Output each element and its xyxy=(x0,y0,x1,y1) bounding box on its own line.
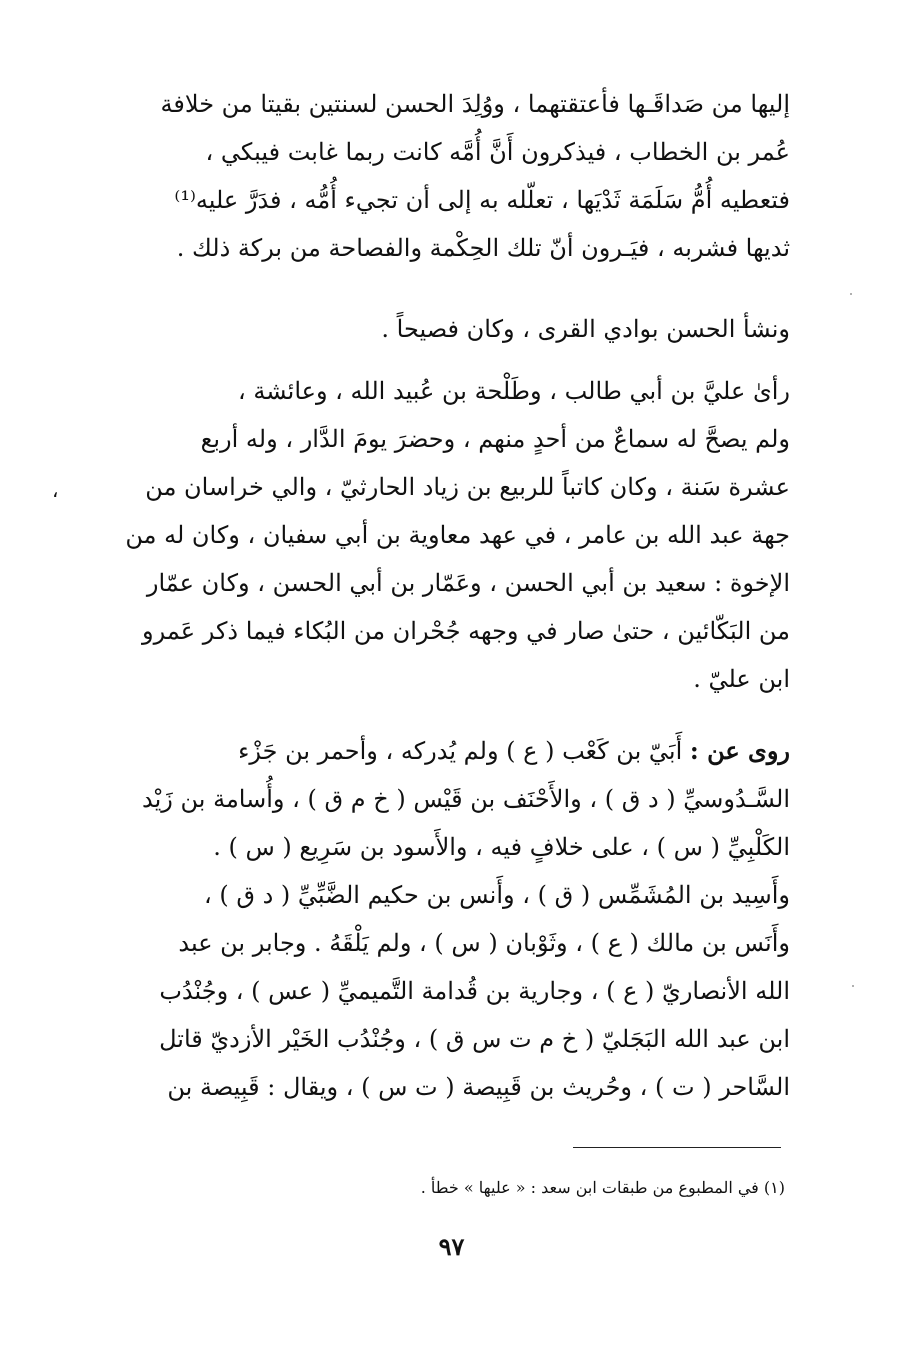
text-line xyxy=(100,727,790,775)
narrated-from-heading: روى عن : xyxy=(689,736,790,765)
margin-mark: ، xyxy=(52,478,59,502)
text-line: وأَسِيد بن المُشَمِّس ( ق ) ، وأَنس بن حكيم الضَّبِّيِّ ( د ق ) ، xyxy=(203,881,790,909)
text-line: عُمر بن الخطاب ، فيذكرون أَنَّ أُمَّه كانت ربما غابت فيبكي ، xyxy=(205,138,790,166)
paragraph-upbringing xyxy=(100,305,790,353)
scan-speck xyxy=(852,985,854,987)
text-line: ونشأ الحسن بوادي القرى ، وكان فصيحاً . xyxy=(381,315,790,343)
footnote: (١) في المطبوع من طبقات ابن سعد : « عليها » خطأ . xyxy=(420,1178,785,1197)
text-line: فتعطيه أُمُّ سَلَمَة ثَدْيَها ، تعلّله به إلى أن تجيء أُمُّه ، فدَرَّ عليه⁽¹⁾ xyxy=(174,186,790,214)
text-line: وأَنَس بن مالك ( ع ) ، وثَوْبان ( س ) ، ولم يَلْقَهُ . وجابر بن عبد xyxy=(178,929,790,957)
text-segment: أَبَيّ بن كَعْب ( ع ) ولم يُدركه ، وأحمر بن جَزْء xyxy=(238,737,690,765)
text-line: ابن عليّ . xyxy=(693,665,790,693)
text-line: ولم يصحَّ له سماعٌ من أحدٍ منهم ، وحضرَ يومَ الدَّار ، وله أربع xyxy=(200,425,790,453)
text-line: ابن عبد الله البَجَليّ ( خ م ت س ق ) ، وجُنْدُب الخَيْر الأزديّ قاتل xyxy=(159,1025,790,1053)
text-line: عشرة سَنة ، وكان كاتباً للربيع بن زياد الحارثيّ ، والي خراسان من xyxy=(145,473,790,501)
scan-speck xyxy=(850,293,852,295)
text-line: ثديها فشربه ، فيَـرون أنّ تلك الحِكْمة والفصاحة من بركة ذلك . xyxy=(176,234,790,262)
paragraph-biography xyxy=(100,367,790,703)
text-line: السَّاحر ( ت ) ، وحُريث بن قَبِيصة ( ت س ) ، ويقال : قَبِيصة بن xyxy=(167,1073,790,1101)
paragraph-birth xyxy=(100,80,790,272)
footnote-divider xyxy=(573,1147,781,1148)
text-line: رأىٰ عليَّ بن أبي طالب ، وطَلْحة بن عُبيد الله ، وعائشة ، xyxy=(237,377,790,405)
paragraph-narrated-from xyxy=(100,727,790,1111)
text-line: جهة عبد الله بن عامر ، في عهد معاوية بن أبي سفيان ، وكان له من xyxy=(125,521,790,549)
page-number: ٩٧ xyxy=(438,1232,465,1261)
text-line: إليها من صَداقَـها فأعتقتهما ، ووُلِدَ الحسن لسنتين بقيتا من خلافة xyxy=(160,90,790,118)
text-line: من البَكّائين ، حتىٰ صار في وجهه جُحْران من البُكاء فيما ذكر عَمرو xyxy=(142,617,790,645)
text-line: الكَلْبِيِّ ( س ) ، على خلافٍ فيه ، والأَسود بن سَرِيع ( س ) . xyxy=(213,833,790,861)
text-line: السَّـدُوسيِّ ( د ق ) ، والأَحْنَف بن قَيْس ( خ م ق ) ، وأُسامة بن زَيْد xyxy=(142,785,790,813)
text-line: الله الأنصاريّ ( ع ) ، وجارية بن قُدامة التَّميميِّ ( عس ) ، وجُنْدُب xyxy=(159,977,790,1005)
text-line: الإخوة : سعيد بن أبي الحسن ، وعَمّار بن أبي الحسن ، وكان عمّار xyxy=(146,569,790,597)
